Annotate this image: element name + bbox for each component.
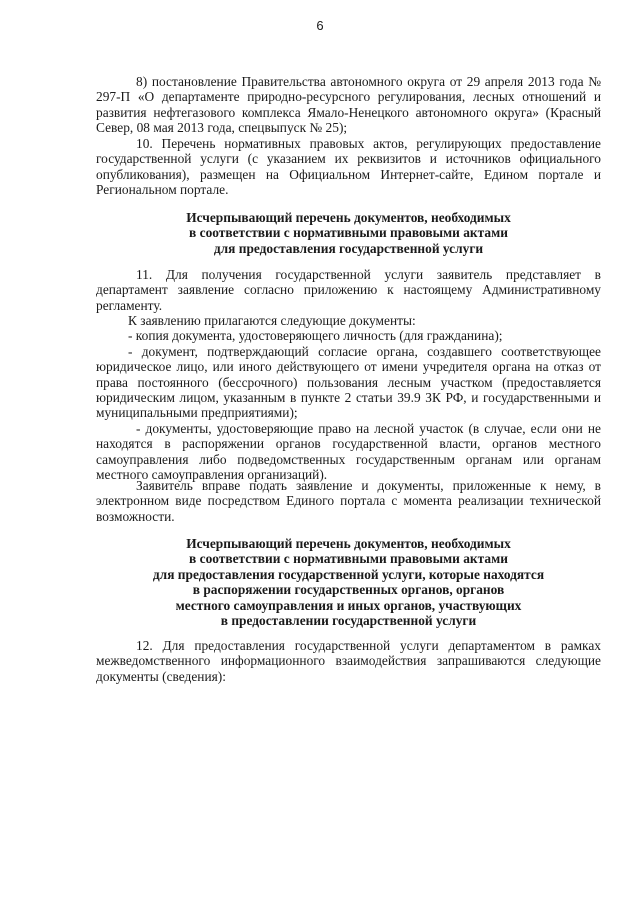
heading-documents-required [96, 210, 601, 256]
attachments-intro: К заявлению прилагаются следующие документы: [128, 313, 416, 328]
attachments-list [96, 313, 601, 482]
heading-2-line-6: в предоставлении государственной услуги [220, 613, 477, 629]
heading-documents-interagency [96, 536, 601, 628]
attachment-item-2: - документ, подтверждающий согласие органа, создавшего соответствующее юридическое лицо, или иного действующего от имени учредителя органа на отказ от права постоянного (бессрочного) пользования лесным участком (предоставляется юридическим лицом, указанным в пункте 2 статьи 39.9 ЗК РФ, и государственными и муниципальными предприятиями); [96, 343, 601, 421]
heading-2-line-2: в соответствии с нормативными правовыми актами [189, 551, 508, 567]
paragraph-electronic-text: Заявитель вправе подать заявление и документы, приложенные к нему, в электронном виде посредством Единого портала с момента реализации технической возможности. [96, 478, 601, 524]
attachment-item-3: - документы, удостоверяющие право на лесной участок (в случае, если они не находятся в распоряжении органов государственной власти, органов местного самоуправления либо подведомственных государственным органам или органам местного самоуправления организаций). [96, 420, 601, 483]
paragraph-11 [96, 267, 601, 313]
paragraph-11-text: 11. Для получения государственной услуги заявитель представляет в департамент заявление согласно приложению к настоящему Административному регламенту. [96, 267, 601, 313]
paragraph-10-text: 10. Перечень нормативных правовых актов, регулирующих предоставление государственной услуги (с указанием их реквизитов и источников официального опубликования), размещен на Официальном Интернет-сайте, Едином портале и Региональном портале. [96, 136, 601, 198]
paragraph-electronic [96, 478, 601, 524]
paragraph-12-text: 12. Для предоставления государственной услуги департаментом в рамках межведомственного информационного взаимодействия запрашиваются следующие документы (сведения): [96, 638, 601, 684]
page-number: 6 [316, 18, 324, 33]
heading-2-line-3: для предоставления государственной услуги, которые находятся [152, 566, 545, 582]
heading-2-line-1: Исчерпывающий перечень документов, необходимых [186, 536, 511, 551]
heading-2-line-5: местного самоуправления и иных органов, участвующих [175, 597, 522, 613]
paragraph-10 [96, 136, 601, 198]
heading-1-line-1: Исчерпывающий перечень документов, необходимых [186, 210, 511, 225]
heading-2-line-4: в распоряжении государственных органов, органов [192, 582, 505, 598]
heading-1-line-2: в соответствии с нормативными правовыми актами [189, 225, 508, 241]
paragraph-8-text: 8) постановление Правительства автономного округа от 29 апреля 2013 года № 297-П «О департаменте природно-ресурсного регулирования, лесных отношений и развития нефтегазового комплекса Ямало-Ненецкого автономного округа» (Красный Север, 08 мая 2013 года, спецвыпуск № 25); [96, 74, 601, 136]
paragraph-8 [96, 74, 601, 136]
heading-1-line-3: для предоставления государственной услуги [213, 240, 484, 256]
attachment-item-1: - копия документа, удостоверяющего личность (для гражданина); [128, 328, 503, 344]
paragraph-12 [96, 638, 601, 684]
